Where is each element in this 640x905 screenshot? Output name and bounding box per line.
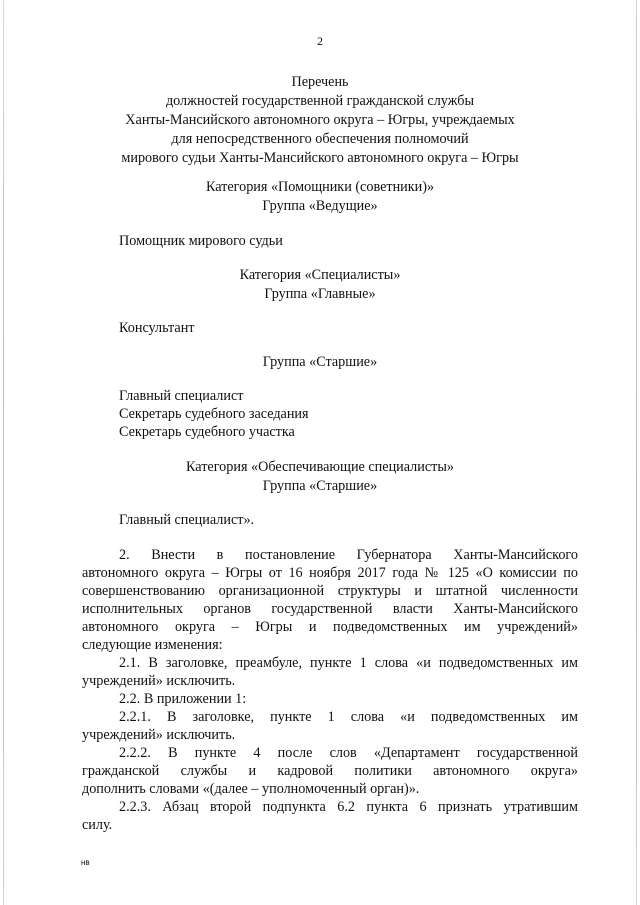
paragraph-2-2-2 <box>82 744 578 798</box>
category-heading: Категория «Обеспечивающие специалисты» <box>186 459 454 475</box>
position-item: Секретарь судебного заседания <box>119 406 309 422</box>
footer-initials: нв <box>81 858 90 867</box>
title-line: для непосредственного обеспечения полномочий <box>171 131 469 147</box>
paragraph-line: силу. <box>82 817 113 833</box>
position-item: Главный специалист». <box>119 512 255 528</box>
paragraph-line: учреждений» исключить. <box>82 673 236 689</box>
category-heading: Категория «Специалисты» <box>239 267 401 283</box>
paragraph-line: учреждений» исключить. <box>82 727 236 743</box>
paragraph-2-2-1 <box>82 708 578 744</box>
document-title <box>0 73 640 168</box>
position-item: Секретарь судебного участка <box>119 424 295 440</box>
category-heading: Категория «Помощники (советники)» <box>205 179 435 195</box>
title-line: мирового судьи Ханты-Мансийского автономного округа – Югры <box>121 150 519 166</box>
paragraph-2-2 <box>82 690 578 708</box>
group-heading: Группа «Старшие» <box>262 354 378 370</box>
title-line: Ханты-Мансийского автономного округа – Югры, учреждаемых <box>125 112 515 128</box>
paragraph-line: 2. Внести в постановление Губернатора Ханты-Мансийского <box>119 547 578 563</box>
paragraph-line: автономного округа – Югры от 16 ноября 2017 года № 125 «О комиссии по <box>82 565 578 581</box>
paragraph-line: автономного округа – Югры и подведомственных им учреждений» <box>82 619 578 635</box>
group-heading: Группа «Ведущие» <box>262 198 378 214</box>
position-item: Главный специалист <box>119 388 244 404</box>
paragraph-2-2-3 <box>82 798 578 834</box>
group-heading: Группа «Старшие» <box>262 478 378 494</box>
group-heading: Группа «Главные» <box>264 286 376 302</box>
paragraph-line: дополнить словами «(далее – уполномоченный орган)». <box>82 781 420 797</box>
paragraph-line: исполнительных органов государственной власти Ханты-Мансийского <box>82 601 578 617</box>
position-item: Помощник мирового судьи <box>119 233 283 249</box>
paragraph-line: 2.1. В заголовке, преамбуле, пункте 1 слова «и подведомственных им <box>119 655 578 671</box>
paragraph-line: 2.2.3. Абзац второй подпункта 6.2 пункта 6 признать утратившим <box>119 799 578 815</box>
paragraph-line: 2.2.2. В пункте 4 после слов «Департамент государственной <box>119 745 578 761</box>
paragraph-line: гражданской службы и кадровой политики автономного округа» <box>82 763 578 779</box>
title-line: должностей государственной гражданской службы <box>165 93 475 109</box>
title-line: Перечень <box>291 74 349 90</box>
paragraph-2-1 <box>82 654 578 690</box>
position-item: Консультант <box>119 320 195 336</box>
paragraph-line: 2.2.1. В заголовке, пункте 1 слова «и подведомственных им <box>119 709 578 725</box>
paragraph-line: совершенствованию организационной структуры и штатной численности <box>82 583 578 599</box>
paragraph-2 <box>82 546 578 654</box>
paragraph-line: следующие изменения: <box>82 637 223 653</box>
paragraph-line: 2.2. В приложении 1: <box>119 691 247 707</box>
page-number: 2 <box>317 34 323 48</box>
